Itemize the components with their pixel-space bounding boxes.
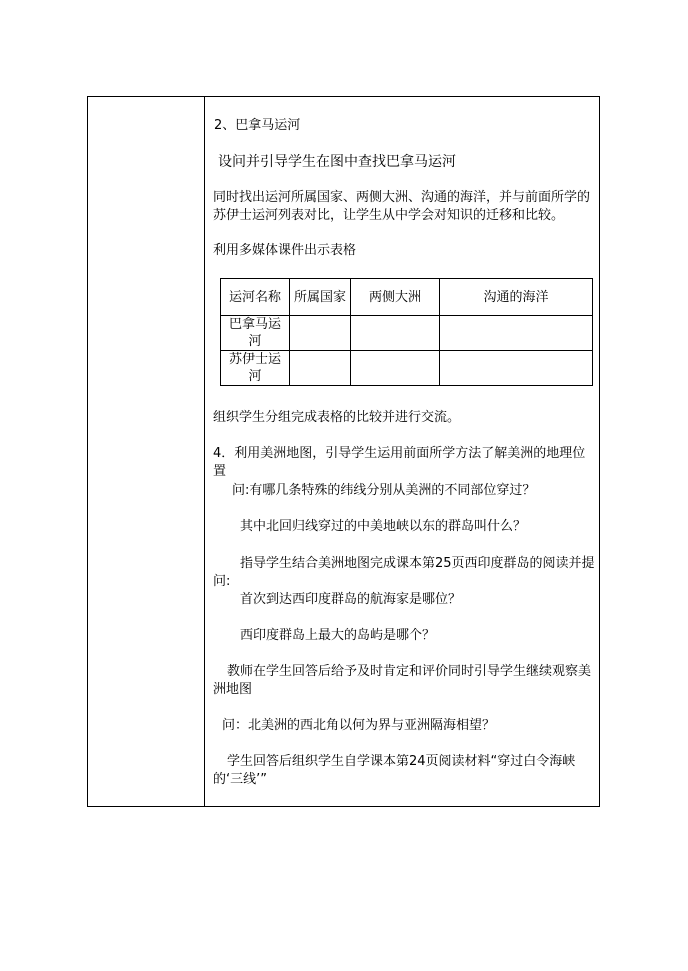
header-cell-name: 运河名称 (221, 279, 290, 316)
column-divider (204, 96, 205, 807)
item-4-paragraph: 4．利用美洲地图，引导学生运用前面所学方法了解美洲的地理位置 (213, 446, 586, 479)
question-northwest-corner: 问：北美洲的西北角以何为界与亚洲隔海相望？ (222, 718, 496, 733)
header-cell-oceans: 沟通的海洋 (440, 279, 593, 316)
table-cell (290, 351, 351, 386)
table-row (221, 351, 593, 386)
intro-question: 设问并引导学生在图中查找巴拿马运河 (218, 154, 456, 170)
table-cell-canal-name: 巴拿马运河 (221, 316, 290, 351)
compare-paragraph: 同时找出运河所属国家、两侧大洲、沟通的海洋，并与前面所学的苏伊士运河列表对比，让学生从中学会对知识的迁移和比较。 (213, 190, 591, 223)
section-heading: 2、巴拿马运河 (214, 118, 301, 133)
media-line: 利用多媒体课件出示表格 (213, 243, 357, 258)
table-header-row (221, 279, 593, 316)
table-row (221, 316, 593, 351)
table-cell (290, 316, 351, 351)
question-navigator: 首次到达西印度群岛的航海家是哪位？ (240, 592, 462, 607)
teacher-paragraph: 教师在学生回答后给予及时肯定和评价同时引导学生继续观察美洲地图 (213, 664, 592, 697)
table-cell (440, 316, 593, 351)
group-discussion-line: 组织学生分组完成表格的比较并进行交流。 (213, 410, 461, 425)
table-cell (440, 351, 593, 386)
canal-comparison-table (220, 278, 593, 386)
table-cell (351, 351, 440, 386)
reading-paragraph: 学生回答后组织学生自学课本第24页阅读材料“穿过白令海峡的‘三线’” (213, 754, 576, 787)
question-latitude-lines: 问:有哪几条特殊的纬线分别从美洲的不同部位穿过？ (232, 483, 536, 498)
table-cell-canal-name: 苏伊士运河 (221, 351, 290, 386)
header-cell-country: 所属国家 (290, 279, 351, 316)
question-islands: 其中北回归线穿过的中美地峡以东的群岛叫什么？ (240, 519, 527, 534)
table-cell (351, 316, 440, 351)
question-largest-island: 西印度群岛上最大的岛屿是哪个？ (240, 628, 436, 643)
header-cell-continents: 两侧大洲 (351, 279, 440, 316)
guide-paragraph: 指导学生结合美洲地图完成课本第25页西印度群岛的阅读并提问: (213, 556, 595, 589)
